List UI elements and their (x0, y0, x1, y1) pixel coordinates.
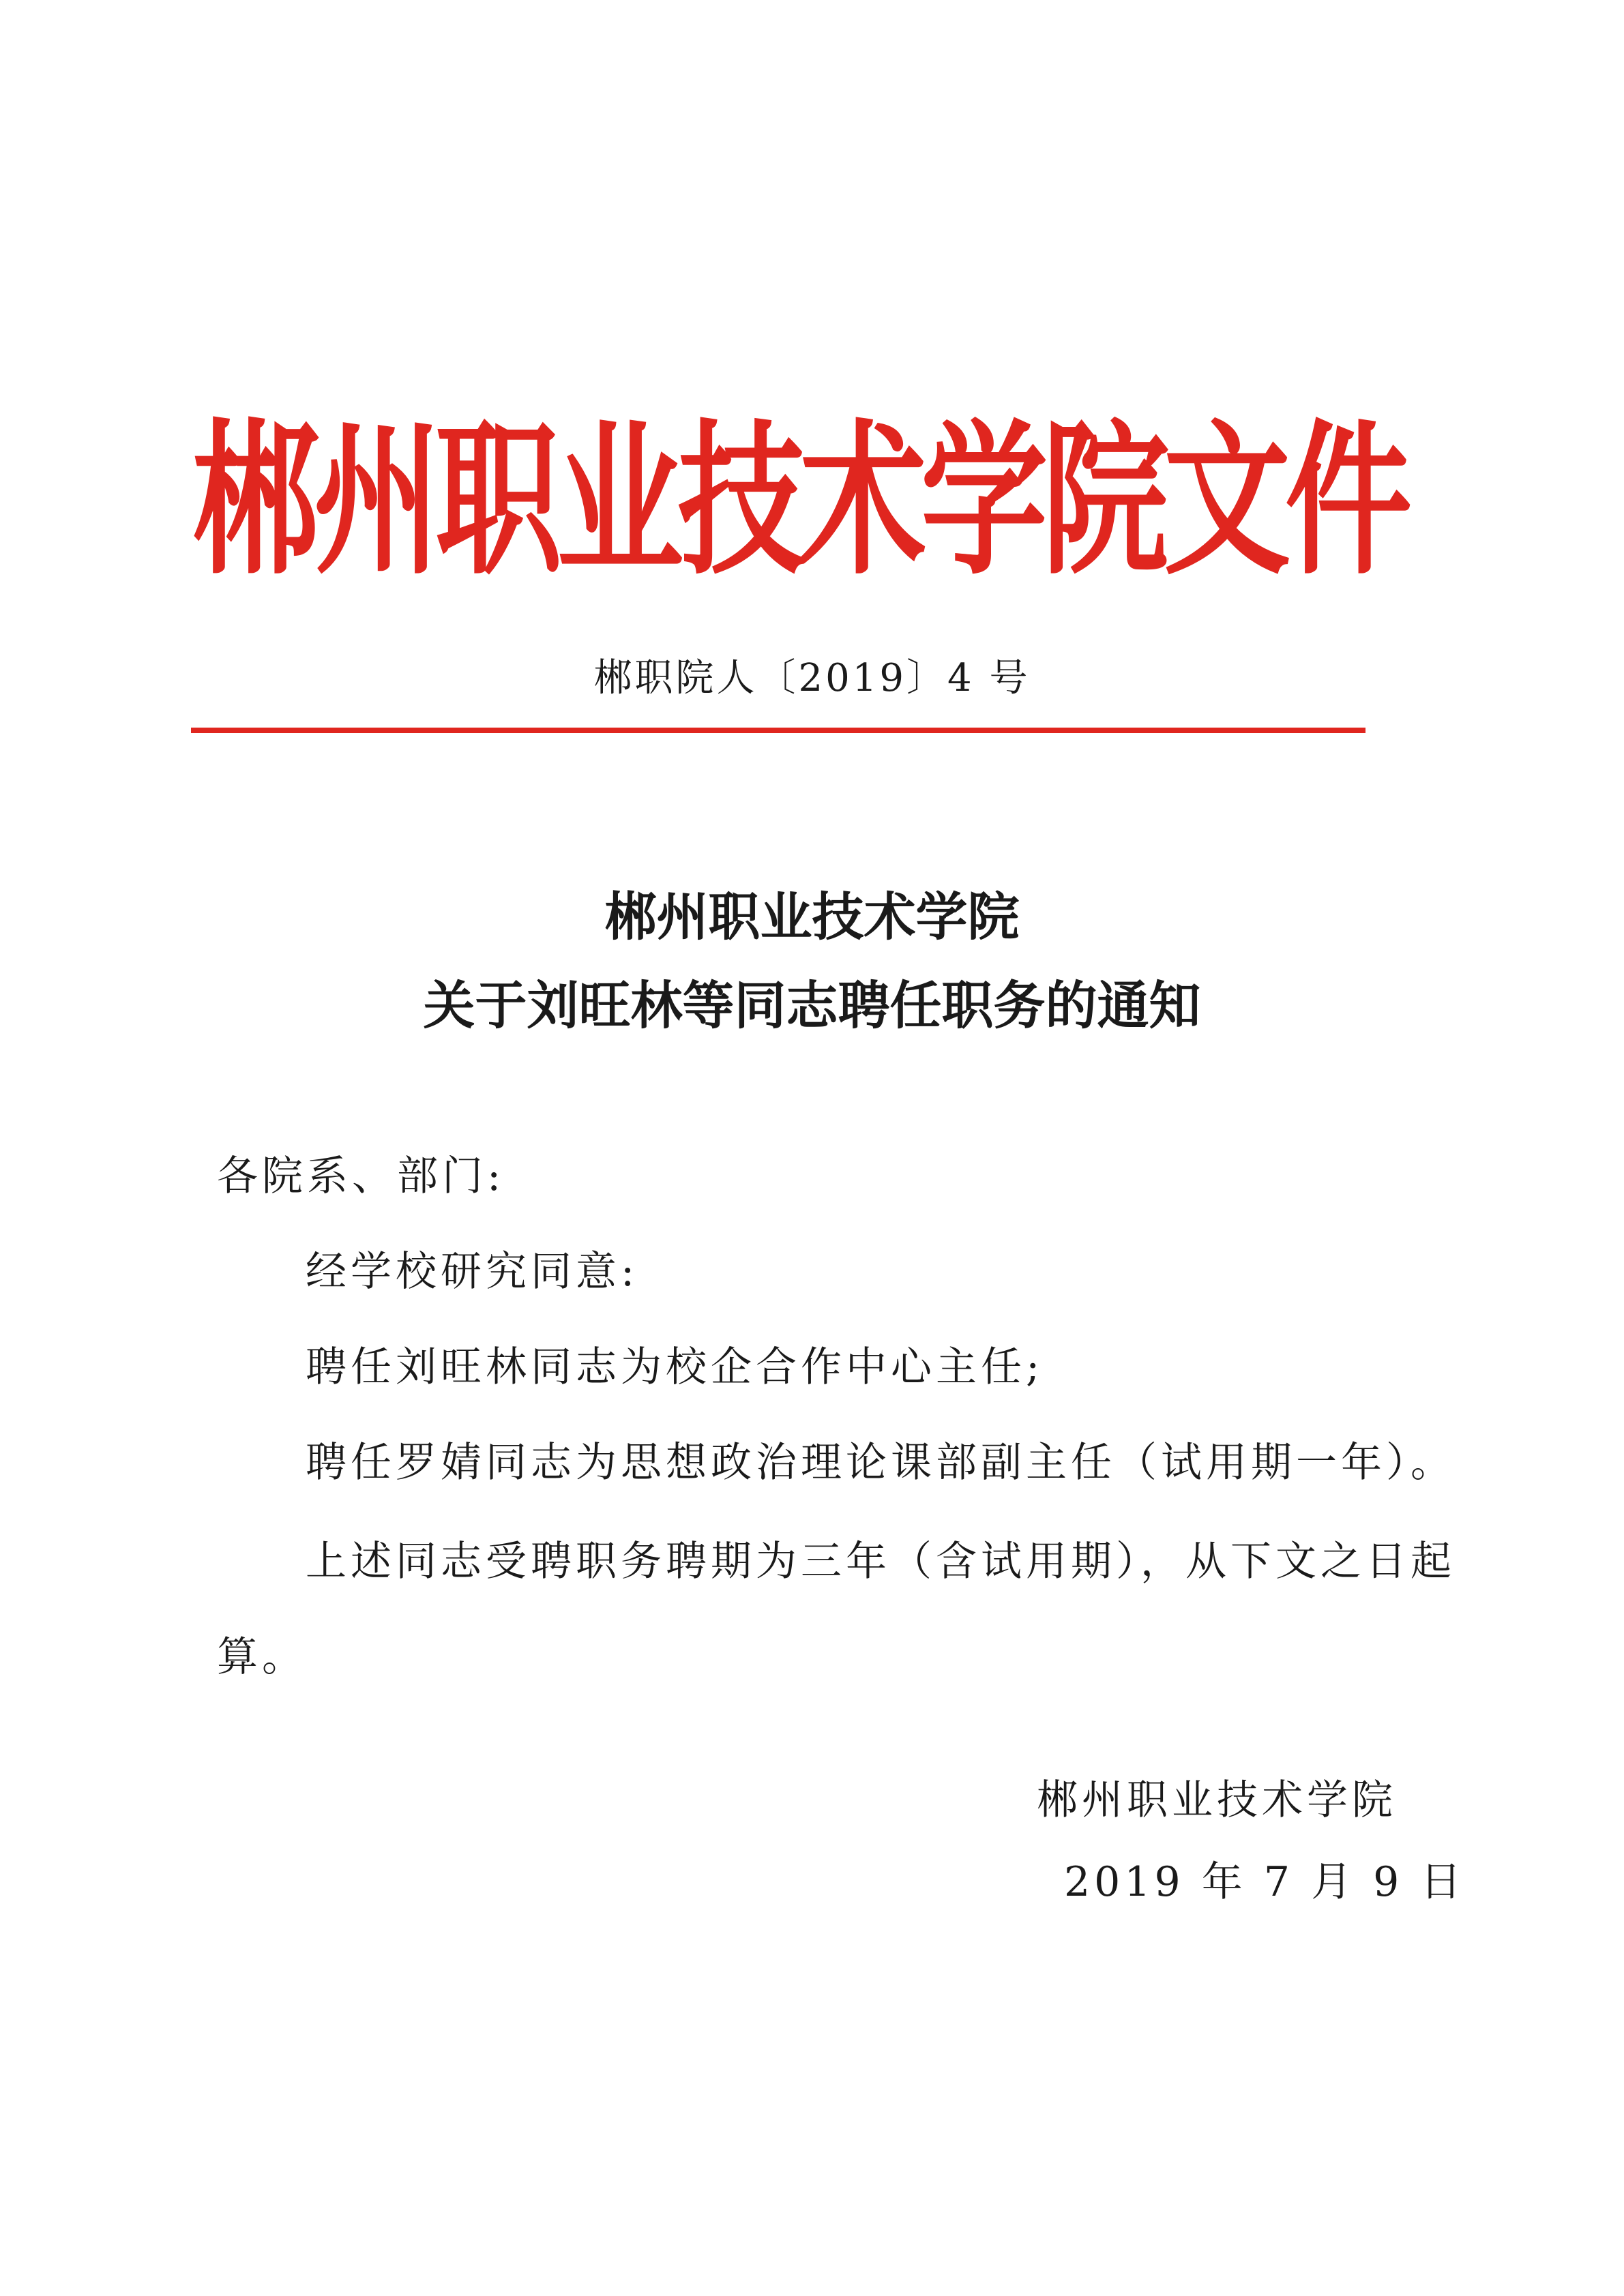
red-divider-line (191, 728, 1365, 733)
body-paragraph: 经学校研究同意: (306, 1248, 639, 1296)
body-paragraph-continuation: 算。 (217, 1633, 307, 1681)
body-paragraph: 上述同志受聘职务聘期为三年（含试用期），从下文之日起 (306, 1538, 1456, 1585)
document-number: 郴职院人〔2019〕4 号 (593, 656, 1031, 700)
notice-title-line-2: 关于刘旺林等同志聘任职务的通知 (423, 975, 1201, 1036)
body-paragraph: 聘任罗婧同志为思想政治理论课部副主任（试用期一年）。 (306, 1439, 1456, 1487)
masthead-title: 郴州职业技术学院文件 (192, 404, 1407, 597)
salutation: 各院系、部门: (217, 1152, 505, 1200)
notice-title-line-1: 郴州职业技术学院 (604, 886, 1020, 947)
signature-organization: 郴州职业技术学院 (1037, 1776, 1397, 1824)
body-paragraph: 聘任刘旺林同志为校企合作中心主任; (306, 1343, 1044, 1391)
signature-date: 2019 年 7 月 9 日 (1064, 1858, 1466, 1906)
